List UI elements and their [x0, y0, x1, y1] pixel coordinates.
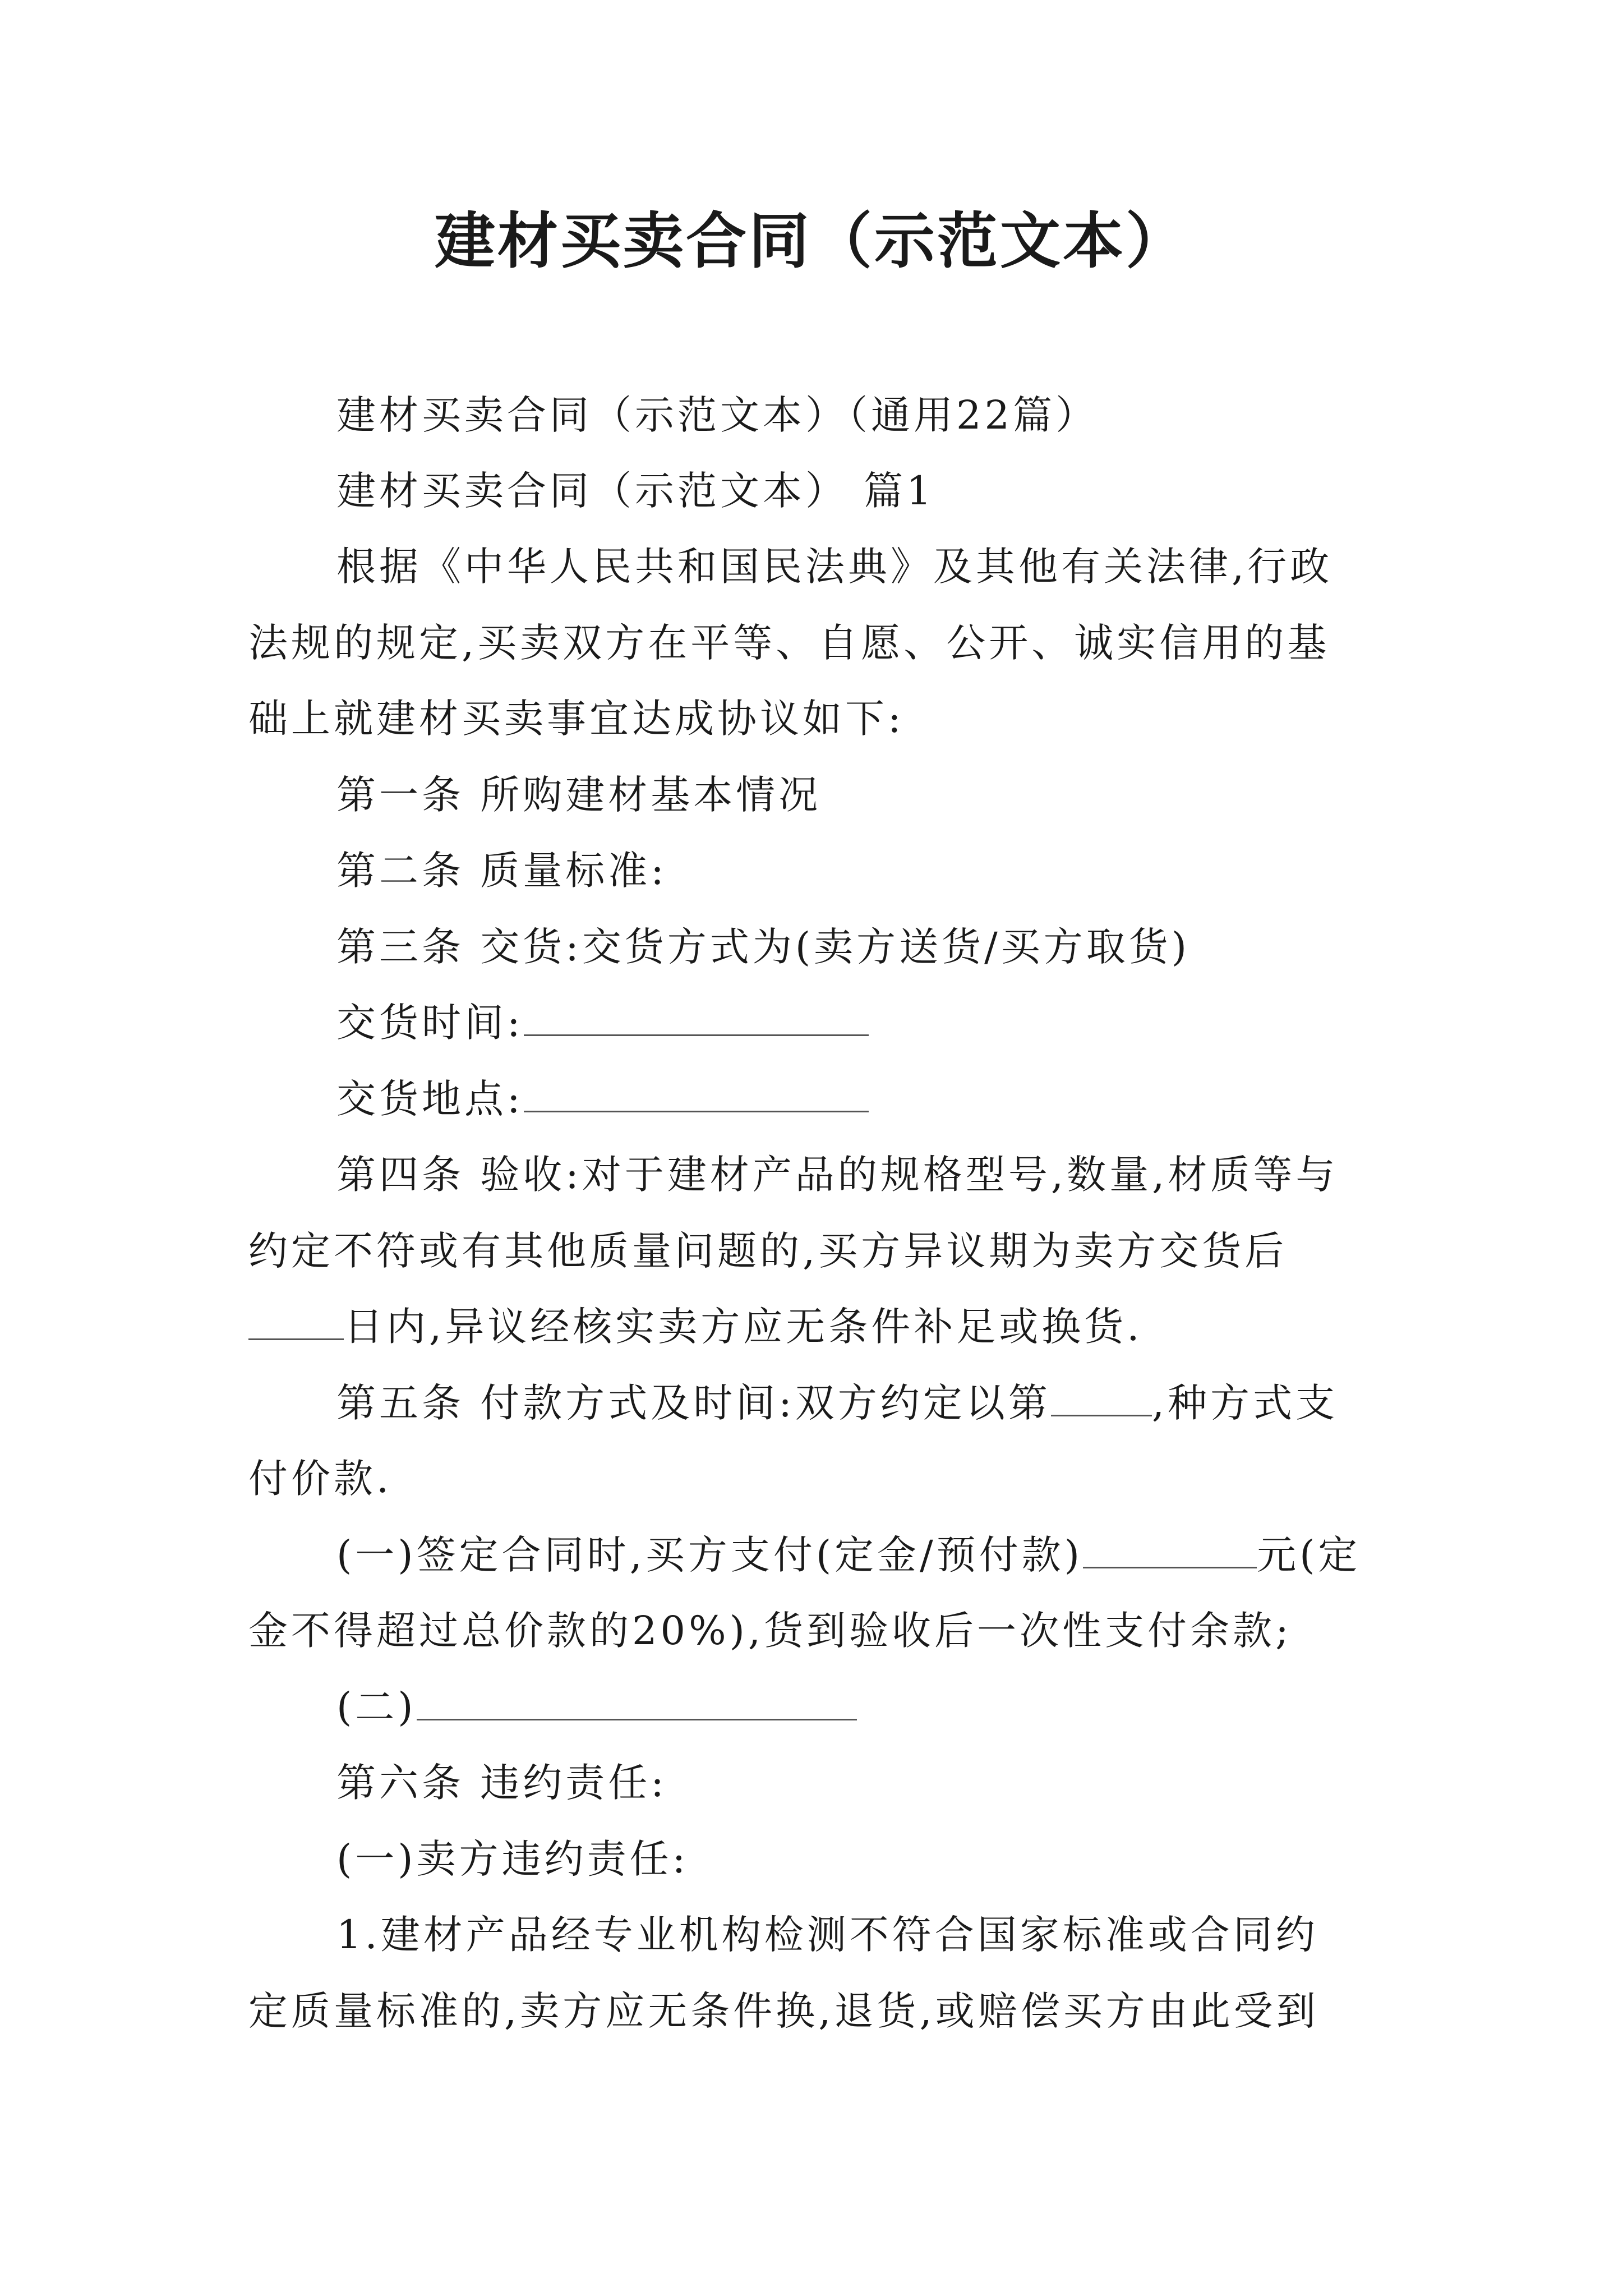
- paragraph-line: 约定不符或有其他质量问题的,买方异议期为卖方交货后: [248, 1228, 1288, 1274]
- delivery-place-line: [336, 1071, 869, 1127]
- document-title: 建材买卖合同（示范文本）: [434, 206, 1188, 277]
- article-5-tail: ,种方式支: [1151, 1380, 1339, 1426]
- payment-item-1-tail: 元(定: [1257, 1532, 1361, 1578]
- objection-period-line: [248, 1299, 1143, 1355]
- article-4: 第四条 验收:对于建材产品的规格型号,数量,材质等与: [336, 1152, 1339, 1198]
- paragraph-line: 定质量标准的,卖方应无条件换,退货,或赔偿买方由此受到: [248, 1988, 1319, 2034]
- paragraph-line: 金不得超过总价款的20%),货到验收后一次性支付余款;: [248, 1608, 1292, 1654]
- payment-item-1-text: (一)签定合同时,买方支付(定金/预付款): [336, 1532, 1083, 1578]
- delivery-place-label: 交货地点:: [336, 1076, 524, 1122]
- paragraph-line: 付价款.: [248, 1456, 393, 1502]
- article-5-text: 第五条 付款方式及时间:双方约定以第: [336, 1380, 1051, 1426]
- section-heading: 建材买卖合同（示范文本） 篇1: [336, 468, 935, 514]
- payment-method-blank: [1051, 1381, 1152, 1416]
- seller-liability-heading: (一)卖方违约责任:: [336, 1836, 689, 1882]
- article-5: [336, 1375, 1338, 1431]
- delivery-time-line: [336, 995, 869, 1051]
- delivery-time-label: 交货时间:: [336, 1000, 524, 1046]
- deposit-amount-blank: [1083, 1533, 1257, 1568]
- article-6: 第六条 违约责任:: [336, 1760, 667, 1806]
- payment-item-1: [336, 1527, 1361, 1583]
- article-3: 第三条 交货:交货方式为(卖方送货/买方取货): [336, 924, 1191, 970]
- paragraph-line: 础上就建材买卖事宜达成协议如下:: [248, 696, 905, 742]
- subtitle-line: 建材买卖合同（示范文本）（通用22篇）: [336, 392, 1099, 438]
- payment-item-2: [336, 1679, 857, 1735]
- delivery-time-blank: [524, 1001, 869, 1036]
- paragraph-line: 法规的规定,买卖双方在平等、自愿、公开、诚实信用的基: [248, 620, 1330, 666]
- article-2: 第二条 质量标准:: [336, 848, 667, 894]
- days-blank: [248, 1305, 344, 1340]
- paragraph-line: 根据《中华人民共和国民法典》及其他有关法律,行政: [336, 544, 1333, 590]
- objection-period-text: 日内,异议经核实卖方应无条件补足或换货.: [344, 1304, 1143, 1350]
- delivery-place-blank: [524, 1077, 869, 1112]
- payment-item-2-label: (二): [336, 1684, 417, 1730]
- article-1: 第一条 所购建材基本情况: [336, 772, 822, 818]
- paragraph-line: 1.建材产品经专业机构检测不符合国家标准或合同约: [336, 1912, 1318, 1958]
- payment-item-2-blank: [417, 1685, 857, 1720]
